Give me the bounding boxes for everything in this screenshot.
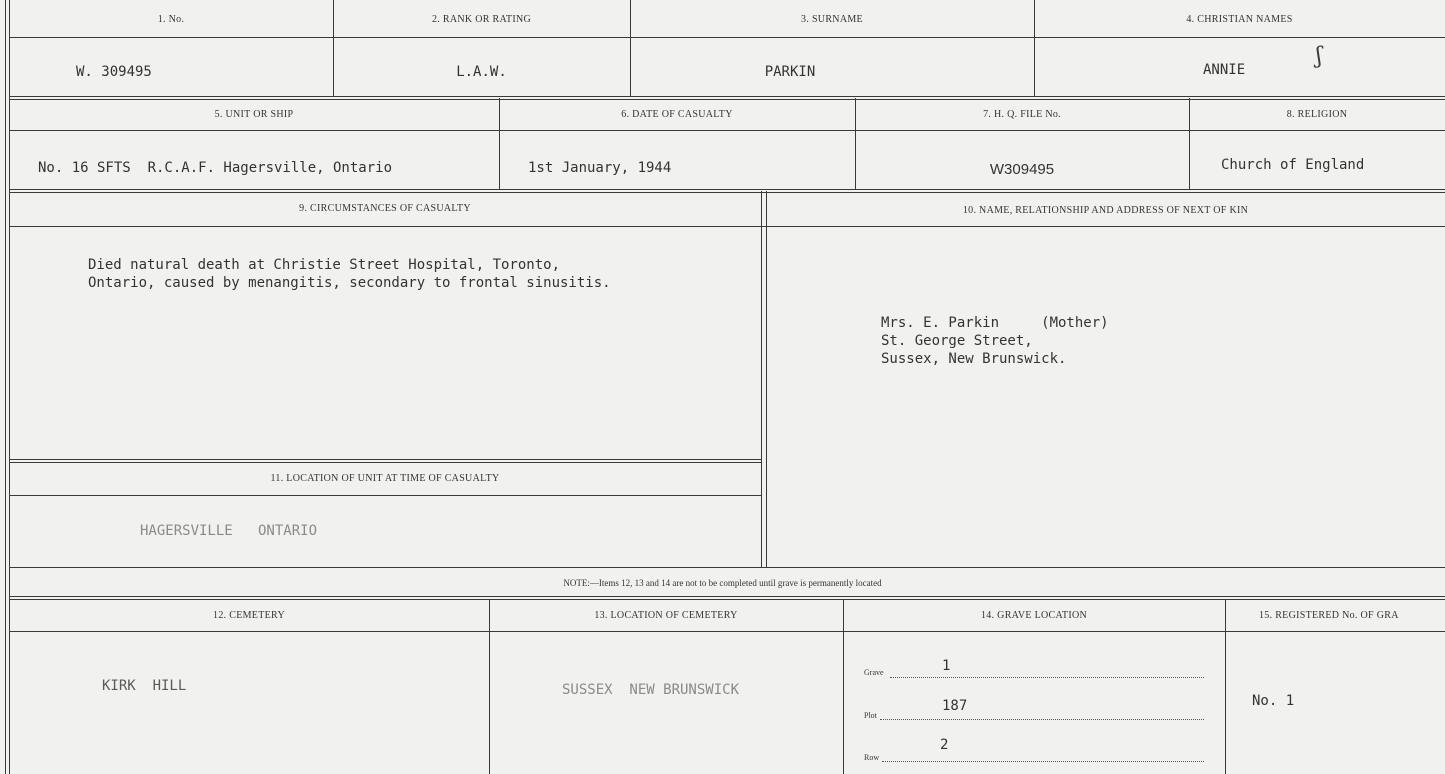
location-cemetery-value: SUSSEX NEW BRUNSWICK <box>562 682 740 698</box>
plot-line <box>880 719 1204 720</box>
divider <box>843 599 844 774</box>
divider <box>1225 599 1226 774</box>
grave-value: 1 <box>942 658 951 674</box>
registered-no-value: No. 1 <box>1252 693 1295 709</box>
header-date: 6. DATE OF CASUALTY <box>621 109 733 120</box>
row2-bottom-rule <box>9 189 1445 193</box>
row-value: 2 <box>940 737 949 753</box>
header-next-of-kin: 10. NAME, RELATIONSHIP AND ADDRESS OF NEXT OF KIN <box>962 205 1249 216</box>
row-label: Row <box>864 753 880 762</box>
grave-line <box>890 677 1204 678</box>
service-number: W. 309495 <box>76 64 152 80</box>
row4-header-rule <box>9 631 1445 632</box>
header-circumstances: 9. CIRCUMSTANCES OF CASUALTY <box>299 203 471 214</box>
header-surname: 3. SURNAME <box>801 14 863 25</box>
grave-label: Grave <box>864 668 884 677</box>
divider <box>489 599 490 774</box>
circumstances-line-2: Ontario, caused by menangitis, secondary to frontal sinusitis. <box>88 275 611 291</box>
christian-names-value: ANNIE <box>1203 62 1246 78</box>
row3-header-rule <box>9 226 1445 227</box>
kin-line-2: St. George Street, <box>881 333 1033 349</box>
row1-bottom-rule <box>9 96 1445 100</box>
header-hq-file: 7. H. Q. FILE No. <box>983 109 1061 120</box>
pen-mark: ʃ <box>1316 44 1322 69</box>
section11-header-rule <box>9 495 761 496</box>
header-christian-names: 4. CHRISTIAN NAMES <box>1186 14 1293 25</box>
row3-bottom-rule <box>9 567 1445 568</box>
header-cemetery: 12. CEMETERY <box>213 610 285 621</box>
circumstances-line-1: Died natural death at Christie Street Hospital, Toronto, <box>88 257 561 273</box>
unit-value: No. 16 SFTS R.C.A.F. Hagersville, Ontario <box>38 160 393 176</box>
date-value: 1st January, 1944 <box>528 160 672 176</box>
left-border <box>5 0 6 774</box>
row2-header-rule <box>9 130 1445 131</box>
header-location-unit: 11. LOCATION OF UNIT AT TIME OF CASUALTY <box>270 473 500 484</box>
header-location-cemetery: 13. LOCATION OF CEMETERY <box>594 610 738 621</box>
rank-value: L.A.W. <box>456 64 507 80</box>
surname-value: PARKIN <box>764 64 816 80</box>
row-line <box>882 761 1204 762</box>
row1-header-rule <box>9 37 1445 38</box>
plot-value: 187 <box>942 698 968 714</box>
cemetery-value: KIRK HILL <box>102 678 187 694</box>
hq-file-value: W309495 <box>989 161 1055 178</box>
completion-note: NOTE:—Items 12, 13 and 14 are not to be completed until grave is permanently located <box>563 578 882 588</box>
kin-line-3: Sussex, New Brunswick. <box>881 351 1067 367</box>
section11-top-rule <box>9 459 761 463</box>
note-bottom-rule <box>9 596 1445 600</box>
religion-value: Church of England <box>1221 157 1365 173</box>
header-rank: 2. RANK OR RATING <box>432 14 531 25</box>
divider <box>766 191 767 567</box>
divider <box>761 191 762 567</box>
plot-label: Plot <box>864 711 877 720</box>
header-no: 1. No. <box>157 14 185 25</box>
header-religion: 8. RELIGION <box>1286 109 1348 120</box>
header-registered-no: 15. REGISTERED No. OF GRA <box>1259 610 1399 621</box>
header-grave-location: 14. GRAVE LOCATION <box>980 610 1088 621</box>
kin-line-1: Mrs. E. Parkin (Mother) <box>881 315 1109 331</box>
location-unit-value: HAGERSVILLE ONTARIO <box>140 523 318 539</box>
header-unit: 5. UNIT OR SHIP <box>214 109 294 120</box>
